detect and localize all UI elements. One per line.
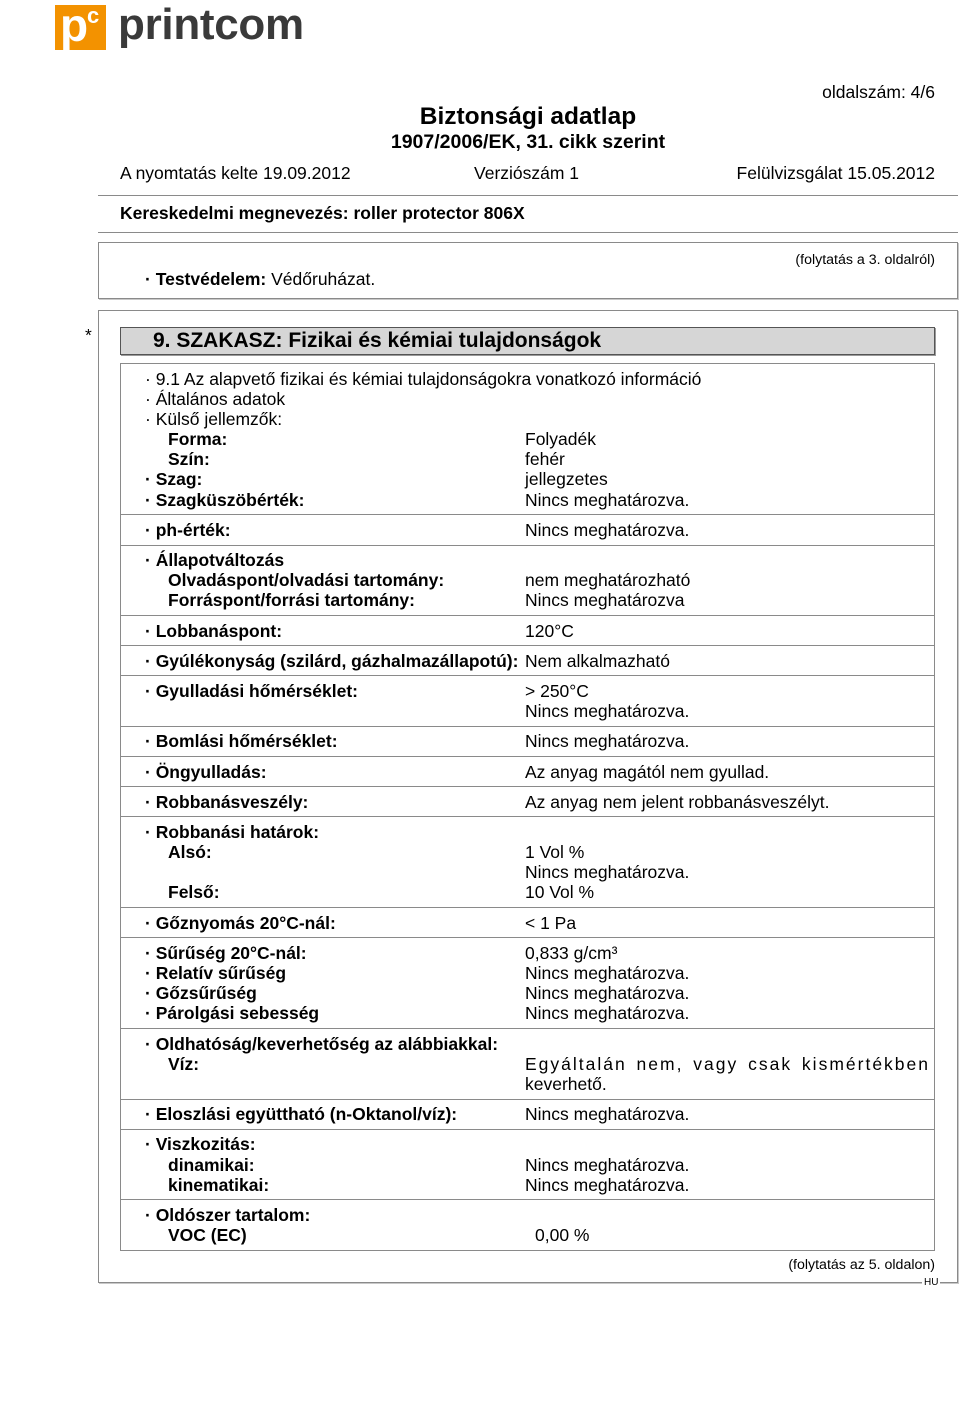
- property-line: [121, 1155, 934, 1175]
- explosion-hazard-value: Az anyag nem jelent robbanásveszélyt.: [525, 791, 830, 812]
- property-line: [121, 983, 934, 1003]
- density-value: 0,833 g/cm³: [525, 942, 618, 963]
- property-line: [121, 1205, 934, 1225]
- flash-point-value: 120°C: [525, 620, 574, 641]
- odour-label: · Szag:: [145, 469, 203, 490]
- solvent-content-heading: · Oldószer tartalom:: [145, 1204, 311, 1225]
- voc-value: 0,00 %: [535, 1225, 590, 1246]
- property-line: [121, 369, 934, 389]
- property-line: [121, 1104, 934, 1124]
- language-code: HU: [924, 1277, 939, 1288]
- partition-coefficient-label: · Eloszlási együttható (n-Oktanol/víz):: [145, 1104, 458, 1125]
- form-label: Forma:: [168, 429, 228, 450]
- continued-on-note: (folytatás az 5. oldalon): [788, 1257, 935, 1273]
- form-value: Folyadék: [525, 429, 597, 450]
- property-line: [121, 913, 934, 933]
- property-line: [121, 822, 934, 842]
- ignition-temperature-value: > 250°C: [525, 680, 589, 701]
- kinematic-viscosity-value: Nincs meghatározva.: [525, 1174, 690, 1195]
- property-line: [121, 1134, 934, 1154]
- odour-value: jellegzetes: [525, 469, 608, 490]
- general-data-heading: · Általános adatok: [145, 388, 286, 409]
- flammability-value: Nem alkalmazható: [525, 650, 670, 671]
- row-ph: [121, 514, 934, 544]
- row-decomposition-temperature: [121, 726, 934, 756]
- trade-name-label: Kereskedelmi megnevezés:: [120, 203, 349, 223]
- row-density: [121, 937, 934, 1028]
- flash-point-label: · Lobbanáspont:: [145, 620, 283, 641]
- property-line: [121, 963, 934, 983]
- upper-limit-value: 10 Vol %: [525, 882, 595, 903]
- ph-value: Nincs meghatározva.: [525, 519, 690, 540]
- explosion-limits-heading: · Robbanási határok:: [145, 821, 320, 842]
- voc-label: VOC (EC): [168, 1225, 247, 1246]
- density-label: · Sűrűség 20°C-nál:: [145, 942, 307, 963]
- odour-threshold-label: · Szagküszöbérték:: [145, 489, 305, 510]
- ignition-temperature-label: · Gyulladási hőmérséklet:: [145, 680, 358, 701]
- logo-wordmark: printcom: [118, 0, 304, 49]
- lower-limit-label: Alsó:: [168, 842, 212, 863]
- row-partition-coefficient: [121, 1099, 934, 1129]
- trade-name-divider: [98, 232, 958, 233]
- trade-name: [120, 203, 525, 223]
- properties-table: [120, 363, 935, 1251]
- upper-limit-label: Felső:: [168, 882, 220, 903]
- relative-density-label: · Relatív sűrűség: [145, 963, 287, 983]
- property-line: [121, 701, 934, 721]
- property-line: [121, 862, 934, 882]
- row-solubility: [121, 1028, 934, 1099]
- vapour-density-label: · Gőzsűrűség: [145, 983, 257, 1004]
- dynamic-viscosity-label: dinamikai:: [168, 1154, 255, 1175]
- explosion-hazard-label: · Robbanásveszély:: [145, 791, 309, 812]
- boiling-point-value: Nincs meghatározva: [525, 590, 685, 611]
- colour-label: Szín:: [168, 449, 210, 470]
- row-general-properties: [121, 364, 934, 514]
- water-solubility-value: Egyáltalán nem, vagy csak kismértékben: [525, 1053, 930, 1074]
- page-number: oldalszám: 4/6: [822, 82, 935, 102]
- vapour-pressure-label: · Gőznyomás 20°C-nál:: [145, 912, 336, 933]
- viscosity-heading: · Viszkozitás:: [145, 1134, 256, 1155]
- property-line: [121, 681, 934, 701]
- property-line: [121, 469, 934, 489]
- row-ignition-temperature: [121, 675, 934, 725]
- row-state-change: [121, 545, 934, 616]
- property-line: [121, 621, 934, 641]
- property-line: [121, 731, 934, 751]
- property-line: [121, 943, 934, 963]
- row-vapour-pressure: [121, 907, 934, 937]
- trade-name-value: roller protector 806X: [353, 203, 525, 223]
- document-subtitle: 1907/2006/EK, 31. cikk szerint: [390, 131, 666, 153]
- property-line: [121, 409, 934, 429]
- subsection-heading: · 9.1 Az alapvető fizikai és kémiai tulajdonságokra vonatkozó információ: [145, 368, 702, 389]
- self-ignition-label: · Öngyulladás:: [145, 761, 267, 782]
- row-solvent-content: [121, 1199, 934, 1249]
- section-title: 9. SZAKASZ: Fizikai és kémiai tulajdonságok: [153, 329, 602, 352]
- property-line: [121, 389, 934, 409]
- logo-mark-letter: p: [60, 5, 89, 50]
- appearance-heading: · Külső jellemzők:: [145, 408, 283, 429]
- revision-date: Felülvizsgálat 15.05.2012: [736, 163, 935, 183]
- evaporation-rate-label: · Párolgási sebesség: [145, 1003, 320, 1024]
- property-line: [121, 842, 934, 862]
- self-ignition-value: Az anyag magától nem gyullad.: [525, 761, 770, 782]
- flammability-label: · Gyúlékonyság (szilárd, gázhalmazállapotú):: [145, 650, 519, 671]
- lower-limit-note: Nincs meghatározva.: [525, 862, 690, 883]
- property-line: [121, 1074, 934, 1094]
- property-line: [121, 520, 934, 540]
- property-line: [121, 762, 934, 782]
- property-line: [121, 1003, 934, 1023]
- property-line: [121, 882, 934, 902]
- melting-point-label: Olvadáspont/olvadási tartomány:: [168, 570, 445, 591]
- property-line: [121, 792, 934, 812]
- property-line: [121, 1225, 934, 1245]
- row-self-ignition: [121, 756, 934, 786]
- property-line: [121, 651, 934, 671]
- property-line: [121, 490, 934, 510]
- water-solubility-label: Víz:: [168, 1053, 200, 1074]
- melting-point-value: nem meghatározható: [525, 570, 691, 591]
- property-line: [121, 570, 934, 590]
- state-change-heading: · Állapotváltozás: [145, 550, 285, 570]
- water-solubility-value-continued: keverhető.: [525, 1073, 607, 1094]
- solubility-heading: · Oldhatóság/keverhetőség az alábbiakkal:: [145, 1033, 499, 1054]
- property-line: [121, 550, 934, 570]
- property-line: [121, 449, 934, 469]
- print-date: A nyomtatás kelte 19.09.2012: [120, 163, 351, 183]
- ph-label: · ph-érték:: [145, 519, 231, 540]
- vapour-density-value: Nincs meghatározva.: [525, 983, 690, 1004]
- kinematic-viscosity-label: kinematikai:: [168, 1174, 270, 1195]
- property-line: [121, 429, 934, 449]
- vapour-pressure-value: < 1 Pa: [525, 912, 577, 933]
- logo-mark: [55, 5, 106, 50]
- property-line: [121, 1175, 934, 1195]
- colour-value: fehér: [525, 449, 565, 470]
- row-flash-point: [121, 615, 934, 645]
- property-line: [121, 1054, 934, 1074]
- version-number: Verziószám 1: [474, 163, 580, 183]
- boiling-point-label: Forráspont/forrási tartomány:: [168, 590, 415, 611]
- decomposition-temperature-label: · Bomlási hőmérséklet:: [145, 731, 338, 752]
- continued-from-note: (folytatás a 3. oldalról): [795, 252, 935, 268]
- row-viscosity: [121, 1129, 934, 1200]
- evaporation-rate-value: Nincs meghatározva.: [525, 1003, 690, 1024]
- section-header: [120, 327, 935, 355]
- header-divider: [98, 195, 958, 196]
- odour-threshold-value: Nincs meghatározva.: [525, 489, 690, 510]
- ignition-temperature-note: Nincs meghatározva.: [525, 701, 690, 722]
- row-flammability: [121, 645, 934, 675]
- lower-limit-value: 1 Vol %: [525, 842, 585, 863]
- row-explosion-limits: [121, 816, 934, 907]
- row-explosion-hazard: [121, 786, 934, 816]
- body-protection-value: Védőruházat.: [271, 269, 376, 289]
- body-protection-label: · Testvédelem:: [145, 269, 267, 289]
- property-line: [121, 590, 934, 610]
- dynamic-viscosity-value: Nincs meghatározva.: [525, 1154, 690, 1175]
- decomposition-temperature-value: Nincs meghatározva.: [525, 731, 690, 752]
- document-title: Biztonsági adatlap: [419, 103, 637, 130]
- logo-mark-superscript: c: [87, 5, 100, 28]
- change-marker: *: [85, 325, 92, 345]
- property-line: [121, 1034, 934, 1054]
- partition-coefficient-value: Nincs meghatározva.: [525, 1104, 690, 1125]
- body-protection-line: [145, 269, 375, 289]
- relative-density-value: Nincs meghatározva.: [525, 963, 690, 983]
